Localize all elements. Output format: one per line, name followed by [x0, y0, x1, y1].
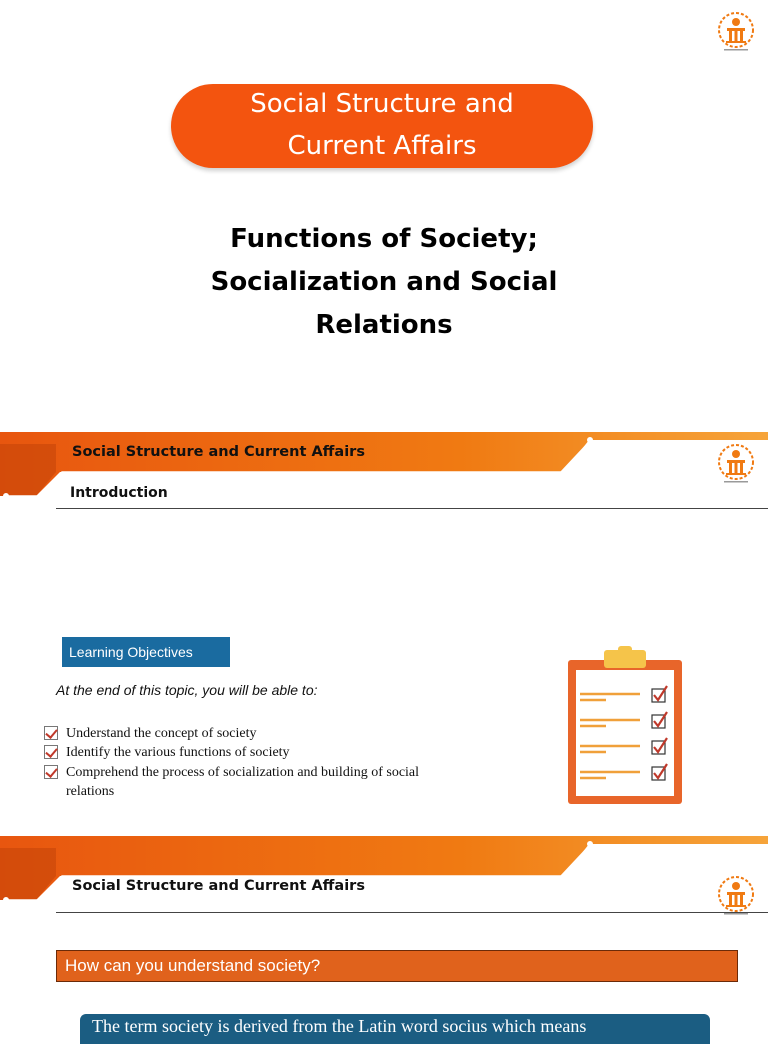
header-title: Social Structure and Current Affairs	[72, 444, 365, 460]
university-logo-icon	[716, 10, 756, 54]
learning-objectives-badge: Learning Objectives	[62, 637, 230, 667]
title-line-2: Current Affairs	[287, 131, 477, 161]
topic-line-2: Socialization and Social	[210, 267, 558, 297]
definition-box: The term society is derived from the Latin word socius which means	[80, 1014, 710, 1044]
university-logo-icon	[716, 442, 756, 486]
checkbox-icon	[44, 726, 58, 740]
title-line-1: Social Structure and	[250, 89, 514, 120]
list-item	[44, 743, 444, 762]
learning-objectives-slide	[0, 432, 768, 836]
header-band	[0, 432, 768, 512]
section-title: Introduction	[70, 485, 168, 501]
society-slide	[0, 836, 768, 1036]
list-item	[44, 763, 444, 802]
presentation-title	[171, 84, 593, 168]
header-divider	[56, 508, 768, 509]
objectives-intro: At the end of this topic, you will be able to:	[56, 682, 318, 698]
checkbox-icon	[44, 745, 58, 759]
checkbox-icon	[44, 765, 58, 779]
clipboard-checklist-icon	[564, 646, 686, 806]
university-logo-icon	[716, 874, 756, 918]
objective-text: Comprehend the process of socialization and building of social relations	[66, 764, 420, 799]
objective-text: Understand the concept of society	[66, 726, 257, 741]
title-slide	[0, 0, 768, 432]
objective-text: Identify the various functions of society	[66, 745, 290, 761]
topic-line-3: Relations	[315, 310, 453, 340]
header-divider	[56, 912, 768, 913]
header-band	[0, 836, 768, 916]
header-title: Social Structure and Current Affairs	[72, 878, 365, 894]
objectives-list	[44, 724, 444, 801]
question-heading: How can you understand society?	[56, 950, 738, 982]
topic-title	[150, 218, 618, 347]
list-item	[44, 724, 444, 743]
topic-line-1: Functions of Society;	[230, 224, 538, 254]
